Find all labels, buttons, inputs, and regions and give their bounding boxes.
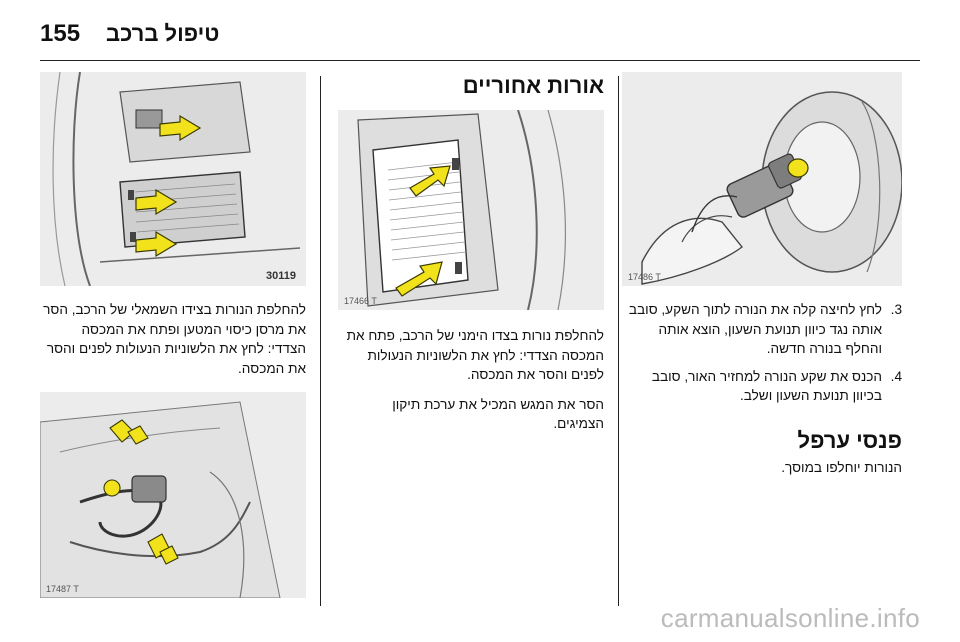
figure-code: 30119 <box>266 270 296 282</box>
left-column <box>40 72 306 598</box>
right-side-instructions: להחלפת נורות בצדו הימני של הרכב, פתח את המכסה הצדדי: לחץ את הלשוניות הנעולות לפנים והסר את המכסה. <box>346 328 604 382</box>
headlamp-bulb-figure <box>622 72 902 286</box>
fog-lamps-heading: פנסי ערפל <box>797 427 902 453</box>
watermark: carmanualsonline.info <box>660 603 920 633</box>
step-number: 4. <box>890 368 902 384</box>
left-side-instructions: להחלפת הנורות בצידו השמאלי של הרכב, הסר את מרסן כיסוי המטען ופתח את המכסה הצדדי: לחץ את הלשוניות הנעולות לפנים והסר את המכסה. <box>43 302 306 376</box>
right-side-cover-illustration <box>338 110 604 310</box>
step-3 <box>622 300 902 359</box>
column-divider-right <box>618 76 619 606</box>
page-number: 155 <box>40 20 81 47</box>
rear-lights-heading: אורות אחוריים <box>462 73 604 98</box>
figure-code: 17466 T <box>344 296 377 306</box>
left-side-cover-figure <box>40 72 306 286</box>
header-rule <box>40 60 920 61</box>
step-4 <box>622 367 902 406</box>
fog-lamps-note: הנורות יוחלפו במוסך. <box>781 459 902 475</box>
figure-code: 17486 T <box>628 272 661 282</box>
step-text: לחץ לחיצה קלה את הנורה לתוך השקע, סובב אותה נגד כיוון תנועת השעון, הוצא אותה והחלף בנורה חדשה. <box>628 302 882 356</box>
column-divider-left <box>320 76 321 606</box>
bulb-holder-illustration <box>40 392 306 598</box>
section-title: טיפול ברכב <box>106 21 220 46</box>
figure-code: 17487 T <box>46 584 79 594</box>
left-side-cover-illustration <box>40 72 306 286</box>
right-column <box>622 72 902 477</box>
step-text: הכנס את שקע הנורה למחזיר האור, סובב בכיוון תנועת השעון ושלב. <box>651 368 882 403</box>
headlamp-bulb-illustration <box>622 72 902 286</box>
right-side-cover-figure <box>338 110 604 310</box>
page-header <box>40 16 920 52</box>
bulb-holder-figure <box>40 392 306 598</box>
tray-instructions: הסר את המגש המכיל את ערכת תיקון הצמיגים. <box>392 396 604 431</box>
step-number: 3. <box>890 302 902 317</box>
middle-column <box>338 72 604 434</box>
